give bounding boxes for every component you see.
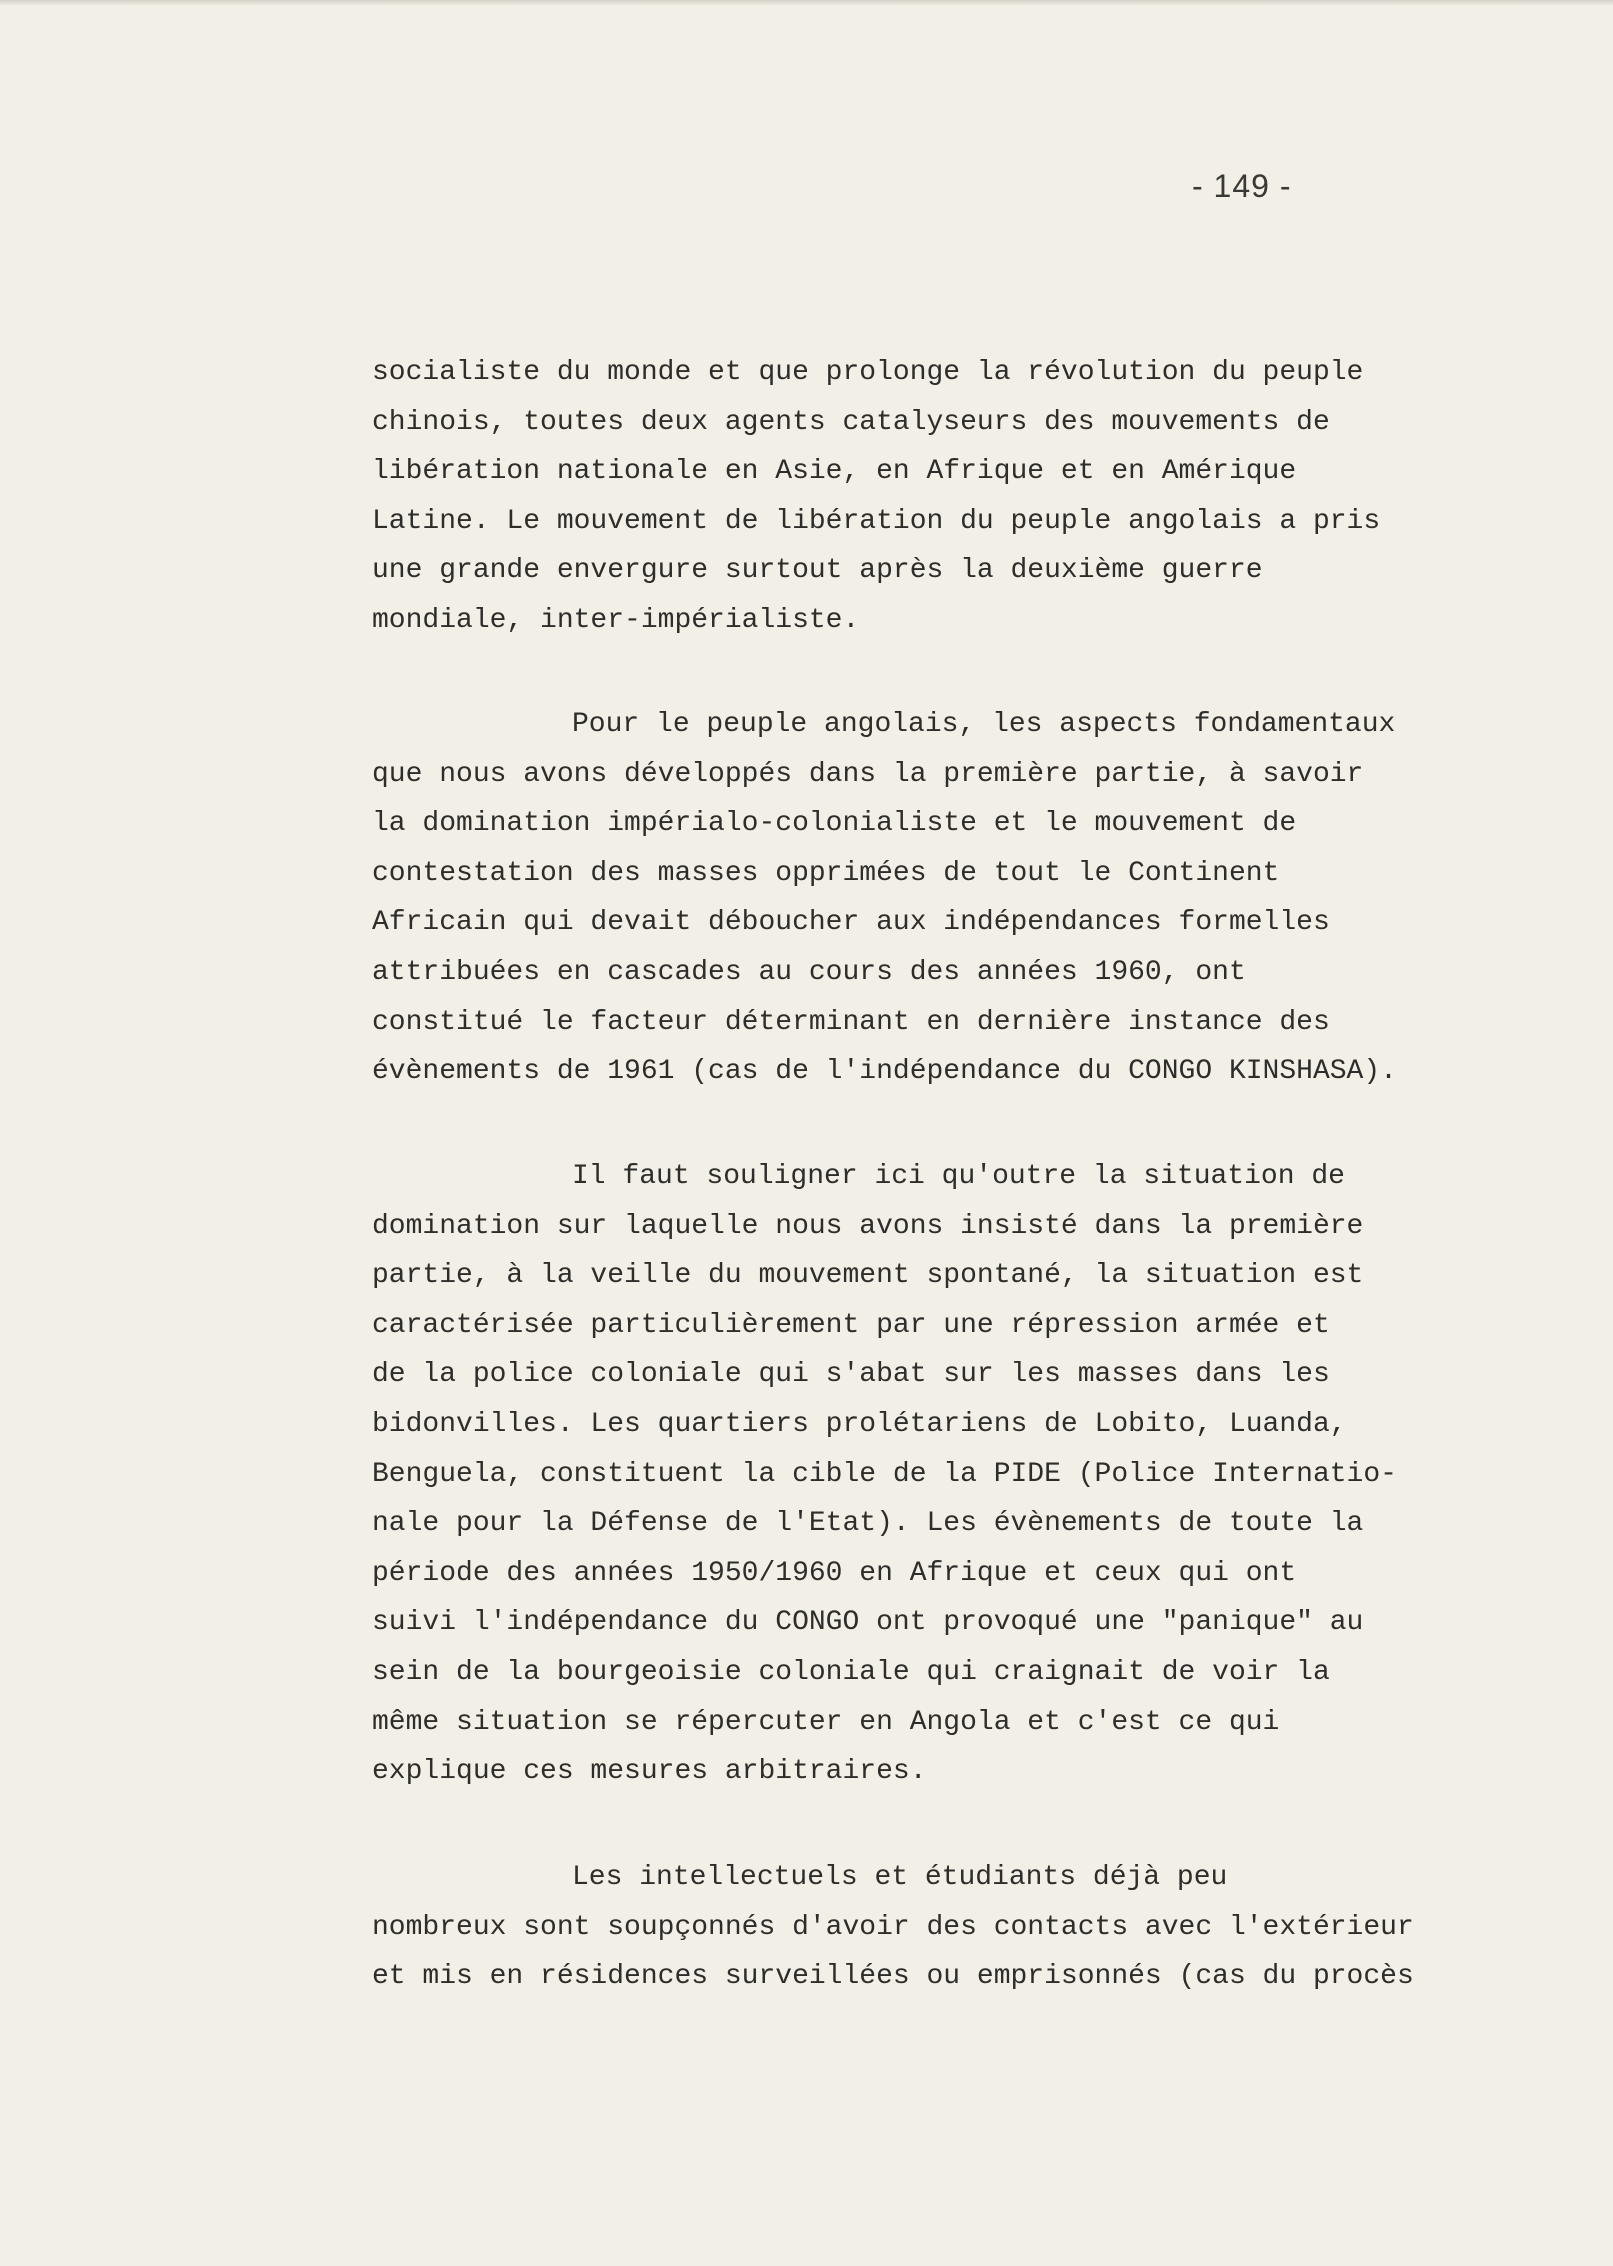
text-line: Africain qui devait déboucher aux indépendances formelles [372, 907, 1330, 939]
text-line: caractérisée particulièrement par une répression armée et [372, 1309, 1330, 1341]
text-line: chinois, toutes deux agents catalyseurs des mouvements de [372, 406, 1330, 438]
paragraph-3 [372, 1152, 1492, 1797]
text-line: nombreux sont soupçonnés d'avoir des contacts avec l'extérieur [372, 1911, 1414, 1943]
text-line: la domination impérialo-colonialiste et le mouvement de [372, 808, 1297, 840]
text-line: attribuées en cascades au cours des années 1960, ont [372, 956, 1246, 988]
text-line: de la police coloniale qui s'abat sur les masses dans les [372, 1359, 1330, 1391]
page-top-edge [0, 0, 1613, 6]
text-line: libération nationale en Asie, en Afrique et en Amérique [372, 456, 1297, 488]
text-line: période des années 1950/1960 en Afrique et ceux qui ont [372, 1557, 1297, 1589]
paragraph-4 [372, 1853, 1492, 2002]
text-line: une grande envergure surtout après la deuxième guerre [372, 555, 1263, 587]
text-line [372, 700, 1492, 750]
text-line: domination sur laquelle nous avons insisté dans la première [372, 1210, 1364, 1242]
text-line: Benguela, constituent la cible de la PIDE (Police Internatio- [372, 1458, 1397, 1490]
text-line: bidonvilles. Les quartiers prolétariens de Lobito, Luanda, [372, 1408, 1347, 1440]
text-line-content: Les intellectuels et étudiants déjà peu [572, 1862, 1228, 1893]
text-line: Latine. Le mouvement de libération du peuple angolais a pris [372, 505, 1381, 537]
text-line [372, 1853, 1492, 1903]
text-line [372, 1152, 1492, 1202]
text-line-content: Pour le peuple angolais, les aspects fondamentaux [572, 709, 1396, 740]
text-line: partie, à la veille du mouvement spontané, la situation est [372, 1260, 1364, 1292]
text-line: socialiste du monde et que prolonge la révolution du peuple [372, 357, 1364, 388]
text-line: nale pour la Défense de l'Etat). Les évènements de toute la [372, 1508, 1364, 1540]
text-line: évènements de 1961 (cas de l'indépendance du CONGO KINSHASA). [372, 1056, 1397, 1088]
text-line: même situation se répercuter en Angola et c'est ce qui [372, 1706, 1280, 1738]
text-line-content: Il faut souligner ici qu'outre la situation de [572, 1161, 1345, 1192]
text-line: suivi l'indépendance du CONGO ont provoqué une "panique" au [372, 1607, 1364, 1639]
paragraph-1 [372, 348, 1492, 646]
text-line: constitué le facteur déterminant en dernière instance des [372, 1006, 1330, 1038]
text-line: mondiale, inter-impérialiste. [372, 604, 860, 636]
text-line: que nous avons développés dans la première partie, à savoir [372, 758, 1364, 790]
text-line: et mis en résidences surveillées ou emprisonnés (cas du procès [372, 1961, 1414, 1993]
text-line: explique ces mesures arbitraires. [372, 1756, 927, 1788]
paragraph-2 [372, 700, 1492, 1097]
page-number: - 149 - [1192, 168, 1292, 204]
text-line: contestation des masses opprimées de tout le Continent [372, 857, 1280, 889]
text-line: sein de la bourgeoisie coloniale qui craignait de voir la [372, 1656, 1330, 1688]
